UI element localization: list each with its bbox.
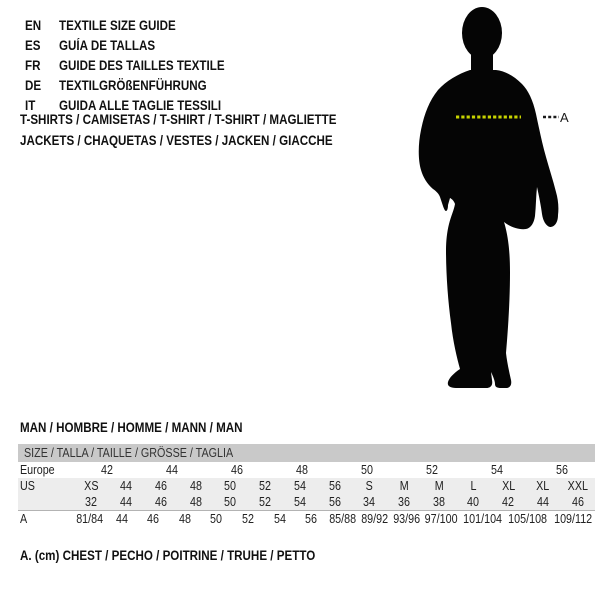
size-cell-text: 81/84 bbox=[76, 512, 104, 526]
size-cell-text: 54 bbox=[293, 479, 306, 493]
size-cell bbox=[421, 478, 456, 494]
size-cell bbox=[491, 494, 526, 510]
measurement-footnote bbox=[20, 548, 363, 563]
size-cell-text: M bbox=[434, 479, 444, 493]
section-title bbox=[20, 420, 279, 435]
product-line-jackets-text: JACKETS / CHAQUETAS / VESTES / JACKEN / GIACCHE bbox=[20, 132, 333, 148]
size-cell bbox=[551, 511, 595, 528]
size-cell-text: 54 bbox=[293, 495, 306, 509]
size-cell bbox=[526, 478, 561, 494]
size-cell bbox=[74, 511, 106, 528]
size-cell-text: 56 bbox=[556, 463, 569, 477]
size-cell-text: 44 bbox=[115, 512, 128, 526]
size-cell bbox=[390, 511, 422, 528]
product-categories bbox=[20, 110, 388, 151]
size-cell-text: XS bbox=[84, 479, 99, 493]
size-cell bbox=[137, 511, 169, 528]
size-cell bbox=[143, 494, 178, 510]
table-row bbox=[18, 494, 595, 510]
size-cell bbox=[248, 494, 283, 510]
size-cell bbox=[282, 494, 317, 510]
size-cell bbox=[400, 462, 465, 478]
size-cell-text: 42 bbox=[100, 463, 113, 477]
size-cell-text: 97/100 bbox=[424, 512, 458, 526]
size-cell-text: 89/92 bbox=[361, 512, 389, 526]
size-cell-text: 48 bbox=[295, 463, 308, 477]
size-cell bbox=[106, 511, 138, 528]
table-row bbox=[18, 462, 595, 478]
size-cell bbox=[491, 478, 526, 494]
size-cell bbox=[109, 494, 144, 510]
size-cell bbox=[74, 494, 109, 510]
size-cell bbox=[74, 462, 139, 478]
size-cell bbox=[352, 478, 387, 494]
size-cell bbox=[359, 511, 391, 528]
size-cell-text: 109/112 bbox=[553, 512, 592, 526]
size-cell-text: 56 bbox=[328, 495, 341, 509]
size-cell bbox=[387, 478, 422, 494]
size-cell-text: 52 bbox=[242, 512, 254, 526]
size-cell-text: 36 bbox=[397, 495, 410, 509]
language-label: GUÍA DE TALLAS bbox=[59, 38, 156, 53]
size-cell-text: 54 bbox=[491, 463, 504, 477]
size-cell-text: 46 bbox=[154, 495, 167, 509]
size-cell bbox=[264, 511, 296, 528]
language-label: TEXTILE SIZE GUIDE bbox=[59, 18, 176, 33]
size-table-header-label: SIZE / TALLA / TAILLE / GRÖSSE / TAGLIA bbox=[24, 446, 234, 460]
size-cell-text: L bbox=[470, 479, 477, 493]
size-cell-text: 52 bbox=[426, 463, 439, 477]
size-cell bbox=[456, 478, 491, 494]
measure-a-label: A bbox=[560, 110, 569, 125]
size-cell-text: 34 bbox=[363, 495, 376, 509]
language-row bbox=[25, 36, 252, 56]
size-cell-text: 93/96 bbox=[392, 512, 420, 526]
size-cell bbox=[295, 511, 327, 528]
row-label-text: Europe bbox=[20, 463, 55, 477]
language-label: GUIDE DES TAILLES TEXTILE bbox=[59, 58, 225, 73]
size-cell-text: 105/108 bbox=[508, 512, 548, 526]
size-cell bbox=[352, 494, 387, 510]
size-cell-text: 50 bbox=[224, 495, 237, 509]
language-code: FR bbox=[25, 58, 41, 73]
product-line-jackets bbox=[20, 131, 388, 152]
row-label bbox=[18, 494, 74, 510]
size-cell-text: 44 bbox=[165, 463, 178, 477]
language-label: TEXTILGRÖßENFÜHRUNG bbox=[59, 78, 207, 93]
man-silhouette bbox=[400, 0, 600, 400]
size-cell-text: 46 bbox=[147, 512, 160, 526]
size-cell-text: 48 bbox=[189, 479, 202, 493]
size-cell bbox=[213, 494, 248, 510]
size-cell-text: 48 bbox=[189, 495, 202, 509]
size-cell-text: 44 bbox=[120, 479, 133, 493]
row-label-text: A bbox=[20, 512, 28, 526]
product-line-tshirts bbox=[20, 110, 388, 131]
size-cell-text: 56 bbox=[305, 512, 318, 526]
size-cell-text: 85/88 bbox=[329, 512, 357, 526]
size-table bbox=[18, 444, 595, 528]
size-cell-text: 42 bbox=[502, 495, 515, 509]
size-cell bbox=[169, 511, 201, 528]
size-cell bbox=[143, 478, 178, 494]
language-code: IT bbox=[25, 98, 36, 113]
size-cell bbox=[232, 511, 264, 528]
size-cell-text: 52 bbox=[259, 495, 272, 509]
size-cell-text: 32 bbox=[85, 495, 98, 509]
language-code: ES bbox=[25, 38, 41, 53]
size-cell bbox=[282, 478, 317, 494]
language-code: EN bbox=[25, 18, 42, 33]
size-cell-text: 40 bbox=[467, 495, 480, 509]
size-cell-text: 52 bbox=[259, 479, 272, 493]
language-row bbox=[25, 76, 252, 96]
size-cell-text: 44 bbox=[120, 495, 133, 509]
silhouette-shape bbox=[419, 7, 559, 388]
size-cell bbox=[456, 494, 491, 510]
size-cell-text: 54 bbox=[273, 512, 286, 526]
size-cell bbox=[178, 494, 213, 510]
size-cell bbox=[526, 494, 561, 510]
size-cell bbox=[421, 494, 456, 510]
size-table-header bbox=[18, 444, 595, 462]
size-cell bbox=[204, 462, 269, 478]
size-cell bbox=[201, 511, 233, 528]
size-cell-text: 46 bbox=[154, 479, 167, 493]
size-cell-text: 50 bbox=[224, 479, 237, 493]
table-row bbox=[18, 478, 595, 494]
measurement-footnote-text: A. (cm) CHEST / PECHO / POITRINE / TRUHE / PETTO bbox=[20, 548, 316, 563]
size-cell bbox=[335, 462, 400, 478]
size-cell bbox=[178, 478, 213, 494]
size-cell-text: 38 bbox=[432, 495, 445, 509]
language-list bbox=[25, 16, 252, 116]
size-cell-text: M bbox=[399, 479, 409, 493]
size-cell-text: XL bbox=[536, 479, 550, 493]
size-cell-text: XXL bbox=[567, 479, 588, 493]
size-cell bbox=[387, 494, 422, 510]
language-row bbox=[25, 56, 252, 76]
size-cell-text: 44 bbox=[536, 495, 549, 509]
size-cell bbox=[422, 511, 460, 528]
size-cell-text: 50 bbox=[210, 512, 223, 526]
size-cell bbox=[109, 478, 144, 494]
size-cell bbox=[530, 462, 595, 478]
size-cell bbox=[505, 511, 550, 528]
size-cell bbox=[317, 494, 352, 510]
size-cell bbox=[248, 478, 283, 494]
size-cell bbox=[269, 462, 334, 478]
size-cell bbox=[460, 511, 505, 528]
size-cell-text: 50 bbox=[361, 463, 374, 477]
section-title-text: MAN / HOMBRE / HOMME / MANN / MAN bbox=[20, 420, 243, 435]
size-cell bbox=[560, 494, 595, 510]
row-label-text: US bbox=[20, 479, 35, 493]
product-line-tshirts-text: T-SHIRTS / CAMISETAS / T-SHIRT / T-SHIRT / MAGLIETTE bbox=[20, 112, 337, 127]
row-label bbox=[18, 462, 74, 478]
language-row bbox=[25, 16, 252, 36]
size-cell-text: 56 bbox=[328, 479, 341, 493]
language-code: DE bbox=[25, 78, 42, 93]
size-cell-text: 46 bbox=[230, 463, 243, 477]
row-label bbox=[18, 478, 74, 494]
language-label: GUIDA ALLE TAGLIE TESSILI bbox=[59, 98, 222, 113]
size-cell bbox=[74, 478, 109, 494]
row-label bbox=[18, 511, 74, 528]
table-row bbox=[18, 510, 595, 528]
size-table-body bbox=[18, 462, 595, 528]
size-cell-text: S bbox=[365, 479, 373, 493]
size-cell bbox=[213, 478, 248, 494]
size-cell-text: 101/104 bbox=[463, 512, 503, 526]
size-cell bbox=[560, 478, 595, 494]
size-cell-text: XL bbox=[501, 479, 515, 493]
size-cell bbox=[139, 462, 204, 478]
size-cell bbox=[327, 511, 359, 528]
size-cell-text: 46 bbox=[571, 495, 584, 509]
size-cell bbox=[465, 462, 530, 478]
size-cell-text: 48 bbox=[178, 512, 191, 526]
size-cell bbox=[317, 478, 352, 494]
